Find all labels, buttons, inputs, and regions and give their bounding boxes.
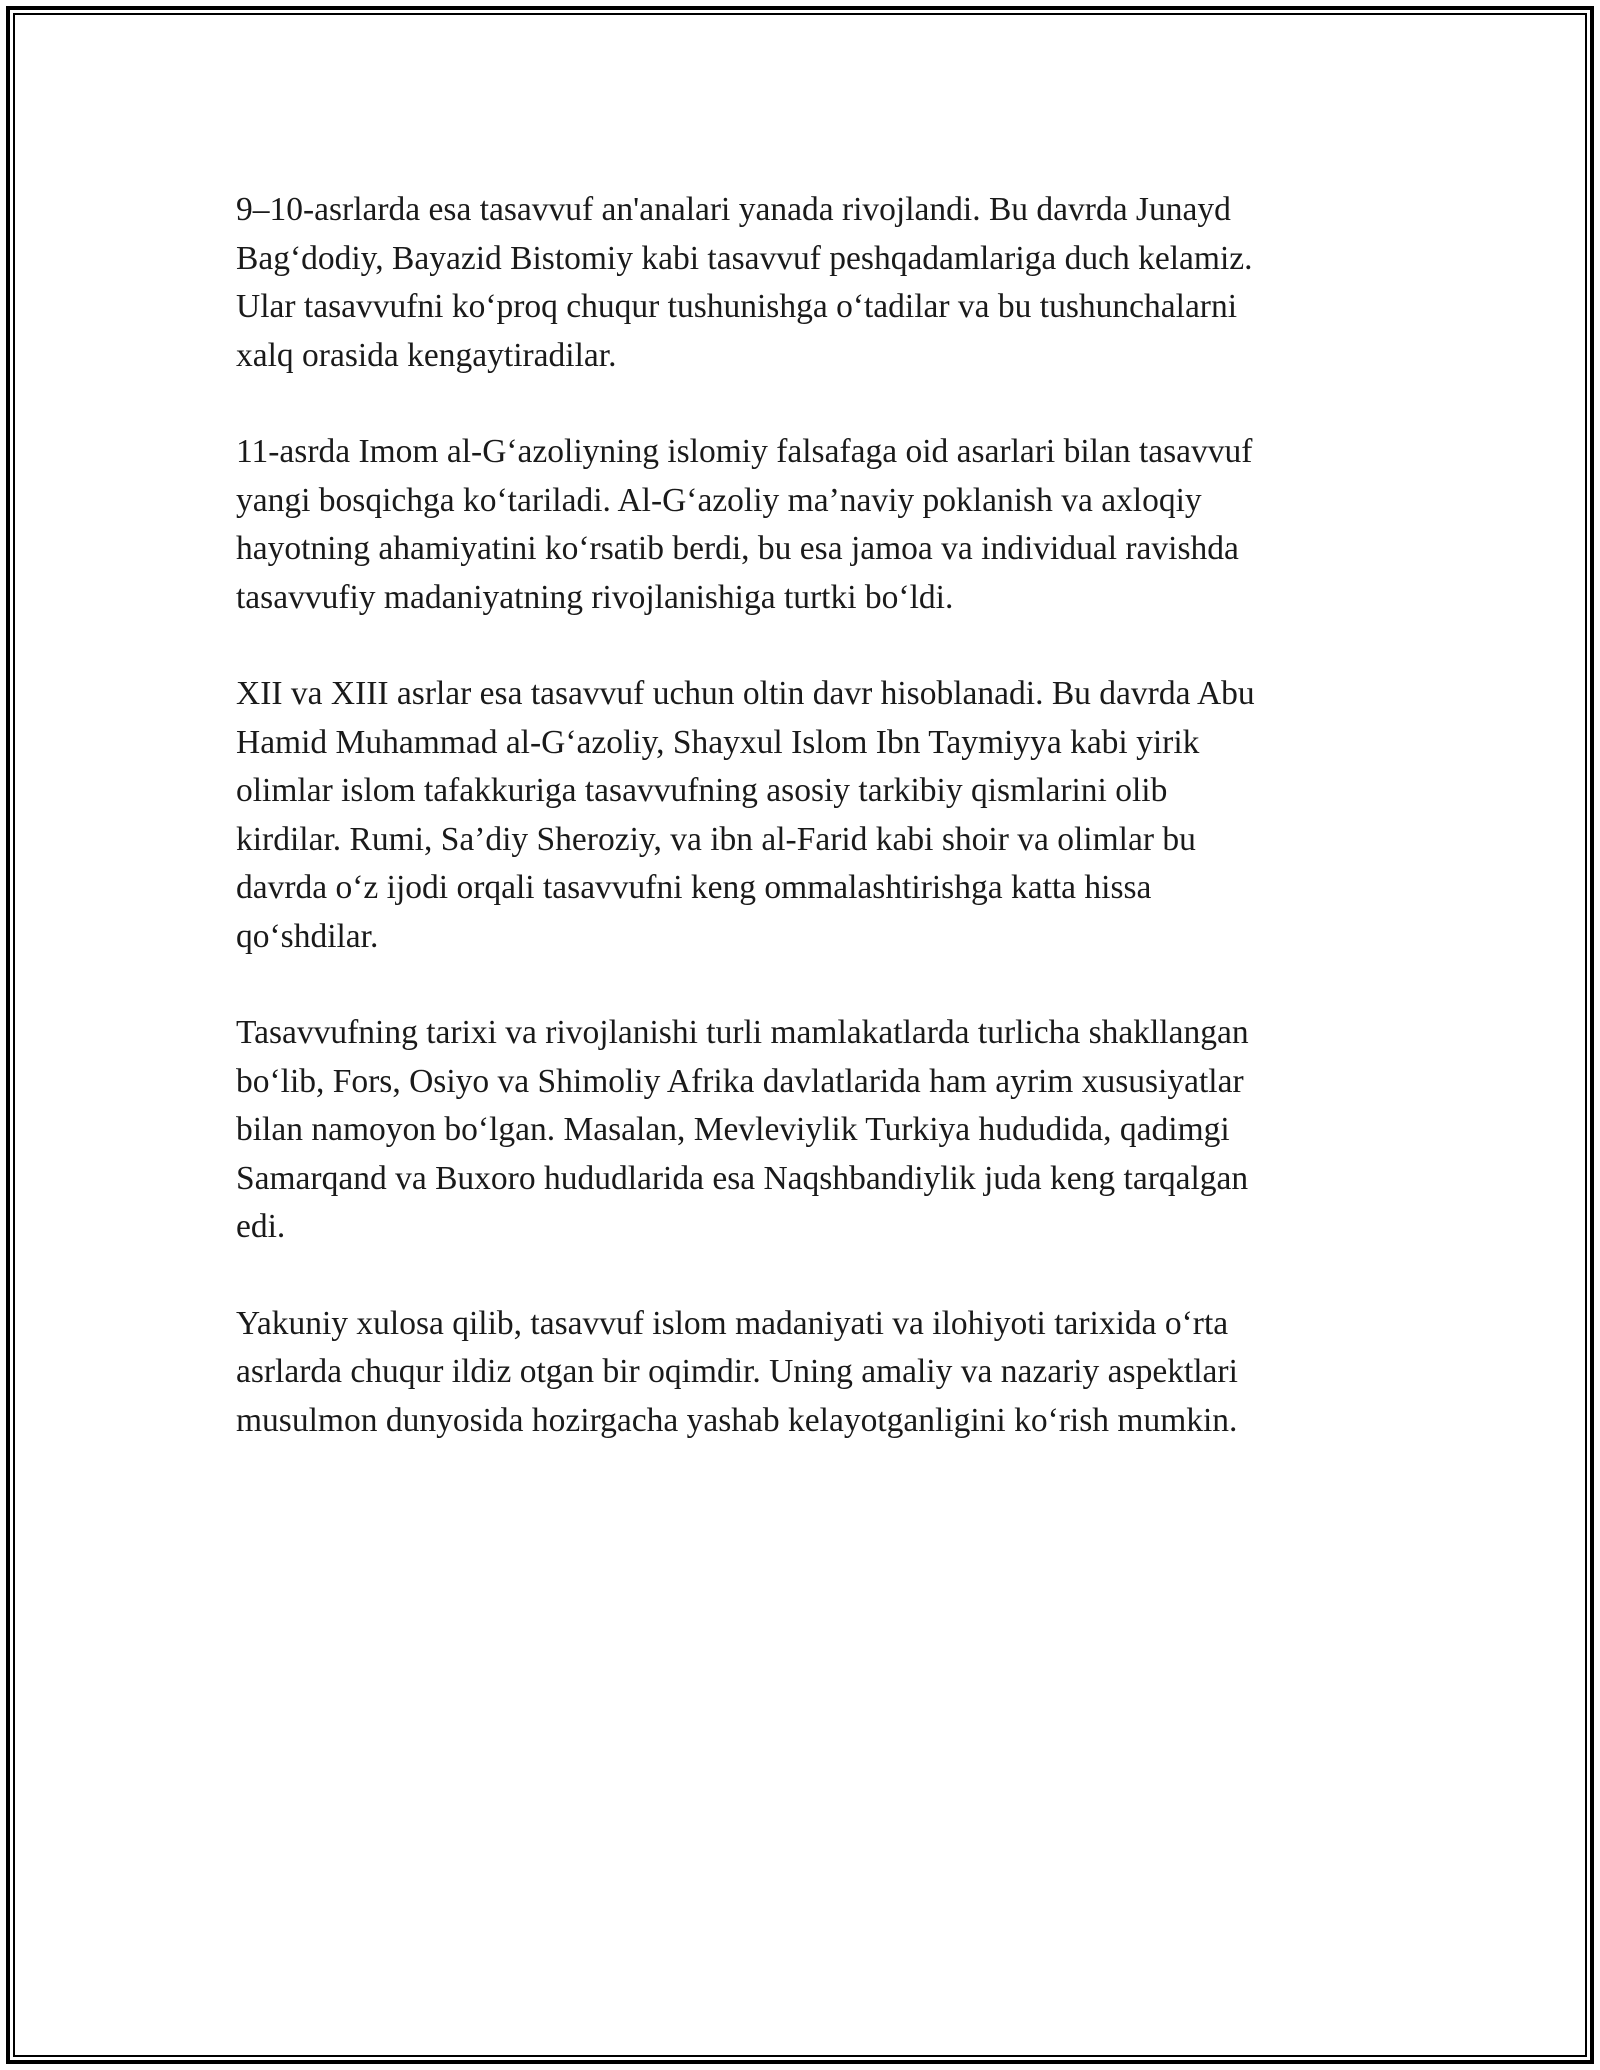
paragraph-3: XII va XIII asrlar esa tasavvuf uchun oltin davr hisoblanadi. Bu davrda Abu Hamid Muhammad al-G‘azoliy, Shayxul Islom Ibn Taymiyya kabi yirik olimlar islom tafakkuriga tasavvufning asosiy tarkibiy qismlarini olib kirdilar. Rumi, Sa’diy Sheroziy, va ibn al-Farid kabi shoir va olimlar bu davrda o‘z ijodi orqali tasavvufni keng ommalashtirishga katta hissa qo‘shdilar. — [236, 675, 1255, 955]
paragraph-5: Yakuniy xulosa qilib, tasavvuf islom madaniyati va ilohiyoti tarixida o‘rta asrlarda chuqur ildiz otgan bir oqimdir. Uning amaliy va nazariy aspektlari musulmon dunyosida hozirgacha yashab kelayotganligini ko‘rish mumkin. — [236, 1304, 1238, 1439]
document-body — [236, 186, 1366, 1493]
paragraph-2: 11-asrda Imom al-G‘azoliyning islomiy falsafaga oid asarlari bilan tasavvuf yangi bosqichga ko‘tariladi. Al-G‘azoliy ma’naviy poklanish va axloqiy hayotning ahamiyatini ko‘rsatib berdi, bu esa jamoa va individual ravishda tasavvufiy madaniyatning rivojlanishiga turtki bo‘ldi. — [236, 433, 1253, 616]
paragraph-4: Tasavvufning tarixi va rivojlanishi turli mamlakatlarda turlicha shakllangan bo‘lib, Fors, Osiyo va Shimoliy Afrika davlatlarida ham ayrim xususiyatlar bilan namoyon bo‘lgan. Masalan, Mevleviylik Turkiya hududida, qadimgi Samarqand va Buxoro hududlarida esa Naqshbandiylik juda keng tarqalgan edi. — [236, 1014, 1249, 1245]
paragraph-1: 9–10-asrlarda esa tasavvuf an'analari yanada rivojlandi. Bu davrda Junayd Bag‘dodiy, Bayazid Bistomiy kabi tasavvuf peshqadamlariga duch kelamiz. Ular tasavvufni ko‘proq chuqur tushunishga o‘tadilar va bu tushunchalarni xalq orasida kengaytiradilar. — [236, 191, 1253, 374]
